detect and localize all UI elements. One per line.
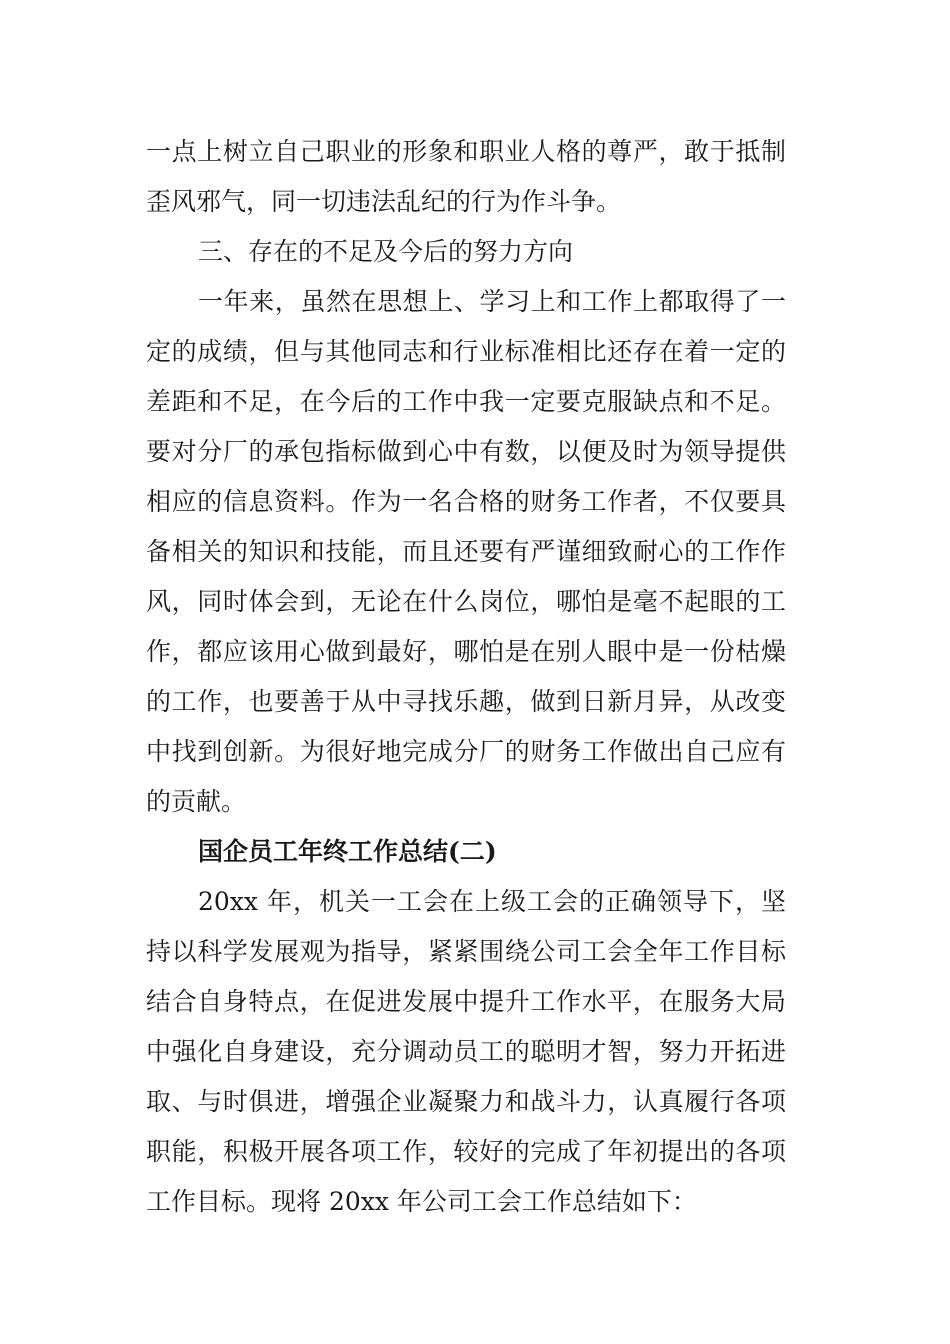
text-line: 的贡献。 [146,787,247,816]
text-line: 一年来，虽然在思想上、学习上和工作上都取得了一 [198,287,786,316]
text-line: 相应的信息资料。作为一名合格的财务工作者，不仅要具 [146,487,786,516]
section-heading: 三、存在的不足及今后的努力方向 [198,237,574,266]
text-line: 结合自身特点，在促进发展中提升工作水平，在服务大局 [146,987,786,1016]
text-line: 定的成绩，但与其他同志和行业标准相比还存在着一定的 [146,337,786,366]
text-line: 风，同时体会到，无论在什么岗位，哪怕是毫不起眼的工 [146,587,786,616]
text-line: 工作目标。现将 20xx 年公司工会工作总结如下： [146,1187,697,1216]
text-line: 中强化自身建设，充分调动员工的聪明才智，努力开拓进 [146,1037,786,1066]
text-line: 歪风邪气，同一切违法乱纪的行为作斗争。 [146,187,622,216]
document-title: 国企员工年终工作总结(二) [198,837,497,866]
text-line: 差距和不足，在今后的工作中我一定要克服缺点和不足。 [146,387,786,416]
text-line: 中找到创新。为很好地完成分厂的财务工作做出自己应有 [146,737,786,766]
text-line: 职能，积极开展各项工作，较好的完成了年初提出的各项 [146,1137,786,1166]
text-line: 持以科学发展观为指导，紧紧围绕公司工会全年工作目标 [146,937,786,966]
text-line: 一点上树立自己职业的形象和职业人格的尊严，敢于抵制 [146,137,786,166]
text-line: 的工作，也要善于从中寻找乐趣，做到日新月异，从改变 [146,687,786,716]
text-line: 取、与时俱进，增强企业凝聚力和战斗力，认真履行各项 [146,1087,786,1116]
text-line: 要对分厂的承包指标做到心中有数，以便及时为领导提供 [146,437,786,466]
text-line: 作，都应该用心做到最好，哪怕是在别人眼中是一份枯燥 [146,637,786,666]
text-line: 备相关的知识和技能，而且还要有严谨细致耐心的工作作 [146,537,786,566]
text-line: 20xx 年，机关一工会在上级工会的正确领导下，坚 [198,887,786,916]
